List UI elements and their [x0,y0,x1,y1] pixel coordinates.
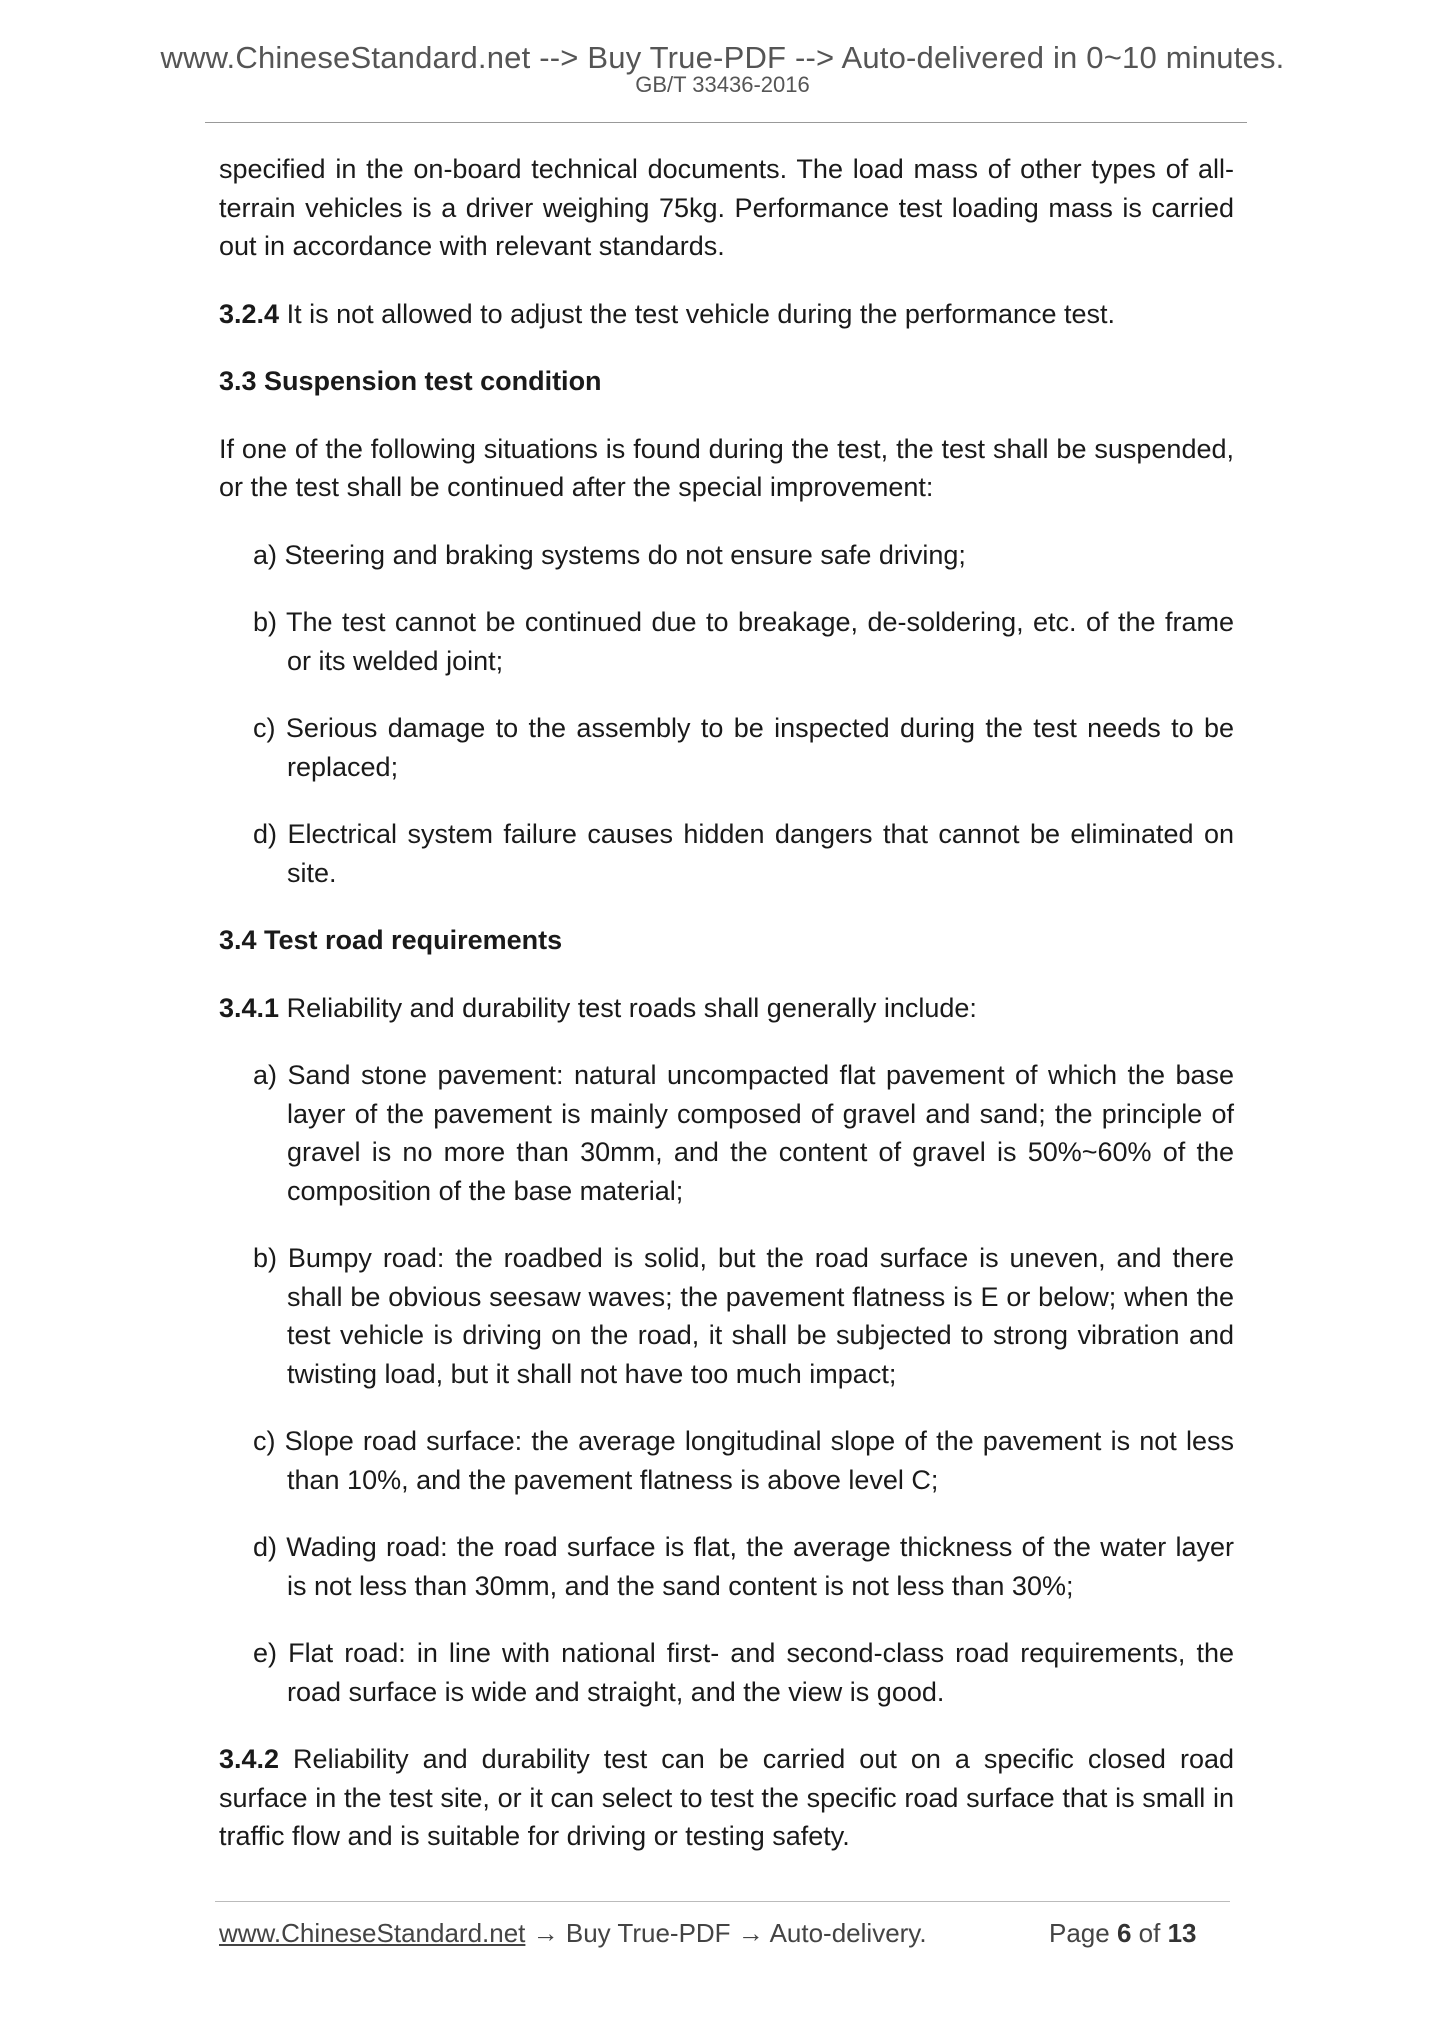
clause-text: Reliability and durability test can be carried out on a specific closed road surface in the test site, or it can select to test the specific road surface that is small in traffic flow and is suitable for driving or testing safety. [219,1744,1234,1851]
continuation-paragraph: specified in the on-board technical documents. The load mass of other types of all-terrain vehicles is a driver weighing 75kg. Performance test loading mass is carried out in accordance with relevant standards. [219,154,1234,261]
list-item: e) Flat road: in line with national first- and second-class road requirements, the road surface is wide and straight, and the view is good. [253,1638,1234,1707]
page-label: Page [1049,1918,1117,1948]
list-item: c) Serious damage to the assembly to be inspected during the test needs to be replaced; [253,713,1234,782]
list-item: a) Steering and braking systems do not ensure safe driving; [253,539,966,570]
site-banner: www.ChineseStandard.net --> Buy True-PDF --> Auto-delivered in 0~10 minutes. [160,40,1285,75]
page-footer [219,1918,1219,1949]
list-item: a) Sand stone pavement: natural uncompacted flat pavement of which the base layer of the pavement is mainly composed of gravel and sand; the principle of gravel is no more than 30mm, and the content of gravel is 50%~60% of the composition of the base material; [253,1060,1234,1206]
page-total: 13 [1167,1918,1197,1948]
page-of: of [1131,1918,1168,1948]
clause-3-2-4 [219,295,1234,334]
document-body [219,150,1234,1885]
footer-site-link[interactable]: www.ChineseStandard.net [219,1918,526,1948]
clause-number: 3.4.2 [219,1744,280,1774]
list-item: b) Bumpy road: the roadbed is solid, but the road surface is uneven, and there shall be obvious seesaw waves; the pavement flatness is E or below; when the test vehicle is driving on the road, it shall be subjected to strong vibration and twisting load, but it shall not have too much impact; [253,1243,1234,1389]
clause-3-4-2 [219,1740,1234,1856]
list-item: d) Wading road: the road surface is flat, the average thickness of the water layer is not less than 30mm, and the sand content is not less than 30%; [253,1532,1234,1601]
page-indicator [1049,1918,1196,1949]
clause-3-4-1 [219,989,1234,1028]
footer-tagline: → Buy True-PDF → Auto-delivery. [525,1918,927,1948]
clause-text: Reliability and durability test roads shall generally include: [279,992,977,1023]
standard-code: GB/T 33436-2016 [635,72,810,97]
section-heading-3-4: 3.4 Test road requirements [219,925,563,955]
section-heading-3-3: 3.3 Suspension test condition [219,366,602,396]
header-divider [205,122,1247,123]
footer-divider [215,1901,1230,1902]
list-item: b) The test cannot be continued due to breakage, de-soldering, etc. of the frame or its welded joint; [253,607,1234,676]
list-item: d) Electrical system failure causes hidden dangers that cannot be eliminated on site. [253,819,1234,888]
page-current: 6 [1116,1918,1132,1948]
clause-text: It is not allowed to adjust the test vehicle during the performance test. [279,298,1116,329]
list-item: c) Slope road surface: the average longitudinal slope of the pavement is not less than 10%, and the pavement flatness is above level C; [253,1426,1234,1495]
clause-number: 3.2.4 [219,298,280,329]
section-3-3-intro: If one of the following situations is found during the test, the test shall be suspended, or the test shall be continued after the special improvement: [219,433,1234,502]
clause-number: 3.4.1 [219,992,280,1023]
